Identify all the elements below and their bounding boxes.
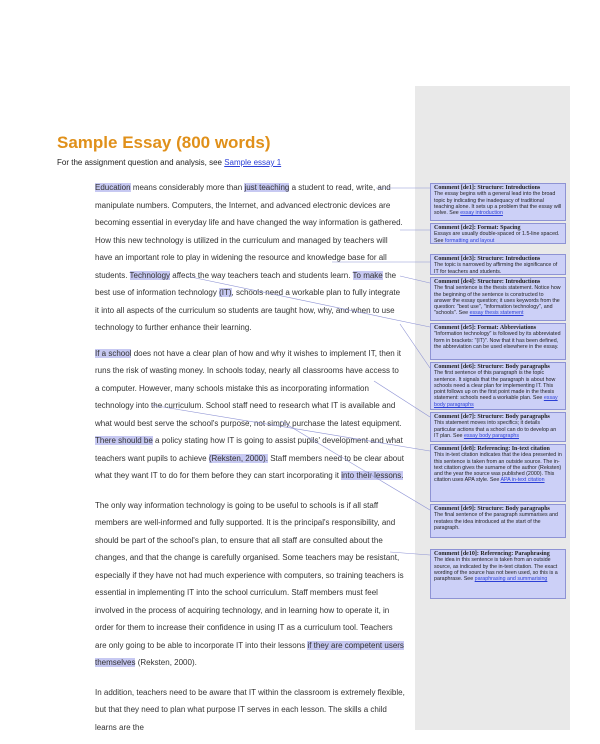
paragraph-2: [95, 345, 405, 485]
comment-link[interactable]: formatting and layout: [444, 237, 495, 244]
paragraph-3: [95, 497, 405, 672]
assignment-note-text: For the assignment question and analysis, see: [57, 158, 225, 167]
comment-heading: Comment [de6]: Structure: Body paragraphs: [434, 364, 550, 370]
essay-body: [95, 179, 405, 744]
highlighted-text[interactable]: If a school: [95, 348, 132, 358]
comment-link[interactable]: essay thesis statement: [469, 310, 524, 317]
paragraph-text: the best use of information technology: [95, 270, 397, 297]
paragraph-4: [95, 684, 405, 737]
comment-heading: Comment [de3]: Structure: Introductions: [434, 256, 541, 262]
comment-heading: Comment [de4]: Structure: Introductions: [434, 279, 541, 285]
paragraph-text: In addition, teachers need to be aware that IT within the classroom is extremely flexible, but that they need to plan what purpose IT serves in each lesson. The skills a child learns are the: [95, 687, 405, 732]
comment-4[interactable]: [430, 277, 566, 321]
paragraph-text: a policy stating how IT is going to assist pupils' development and what teachers want pupils to achieve: [95, 436, 403, 463]
highlighted-text[interactable]: Technology: [129, 270, 171, 280]
comment-text: The first sentence of this paragraph is the topic sentence. It signals that the paragraph is about how schools need a clear plan for implementing IT. This point follows up on the first point made in the thesis statement: schools need a workable plan. See: [434, 370, 556, 402]
paragraph-text: Staff members need to be clear about what they want IT to do for them before they can start incorporating it: [95, 453, 404, 480]
paragraph-text: (Reksten, 2000).: [135, 658, 197, 667]
paragraph-text: The only way information technology is going to be useful to schools is if all staff members are well-informed and fully supported. It is the principal's responsibility, and should be part of the school's plan, to ensure that all staff are consulted about the changes, and that the change is carefully organised. Some teachers may be resistant, especially if they have not had much experience with computers, so training teachers is essential in implementing IT into the school curriculum. Staff members must feel involved in the process of acquiring technology, and in learning how to operate it, in order for them to increase their confidence in using IT as a curriculum tool. Teachers are only going to be able to incorporate IT into their lessons: [95, 500, 404, 650]
comment-text: The essay begins with a general lead into the broad topic by indicating the inadequacy of traditional teaching alone. It sets up a problem that the essay will solve. See: [434, 191, 562, 217]
highlighted-text[interactable]: To make: [352, 270, 383, 280]
comment-text: The final sentence is the thesis statement. Notice how the beginning of the sentence is constructed to answer the essay question; it uses keywords from the question: "best use", "information technology", and "schools". See: [434, 285, 561, 317]
essay-title: Sample Essay (800 words): [57, 133, 271, 152]
comment-7[interactable]: [430, 412, 566, 442]
comment-link[interactable]: essay introduction: [460, 210, 503, 217]
comment-text: The final sentence of the paragraph summarises and restates the idea introduced at the start of the paragraph.: [434, 512, 558, 531]
comment-text: This in-text citation indicates that the idea presented in this sentence is taken from an outside source. The in-text citation gives the surname of the author (Reksten) and the year the source was published (2000). This citation uses APA style. See: [434, 452, 562, 484]
assignment-note: [57, 158, 281, 167]
comment-9[interactable]: [430, 504, 566, 538]
highlighted-text[interactable]: just teaching: [244, 183, 290, 192]
comment-heading: Comment [de2]: Format: Spacing: [434, 225, 521, 231]
comment-link[interactable]: paraphrasing and summarising: [474, 576, 548, 583]
paragraph-text: , schools need a workable plan to fully integrate it into all aspects of the curriculum so students are taught how, why, and when to use technology to further enhance their learning.: [95, 288, 401, 332]
highlighted-text[interactable]: Education: [95, 183, 131, 192]
comment-heading: Comment [de5]: Format: Abbreviations: [434, 325, 537, 331]
comment-heading: Comment [de1]: Structure: Introductions: [434, 185, 541, 191]
comment-text: This statement moves into specifics; it details particular actions that a school can do to develop an IT plan. See: [434, 420, 557, 439]
comment-link[interactable]: APA in-text citation: [500, 477, 545, 484]
highlighted-text[interactable]: There should be: [95, 436, 153, 445]
sample-essay-link[interactable]: Sample essay 1: [224, 158, 282, 167]
comment-1[interactable]: [430, 183, 566, 221]
highlighted-text[interactable]: (Reksten, 2000).: [208, 453, 268, 463]
comment-text: The idea in this sentence is taken from an outside source, as indicated by the in-text citation. The exact wording of the source has not been used, so this is a paraphrase. See: [434, 557, 558, 583]
comment-link[interactable]: essay body paragraphs: [434, 395, 558, 408]
comment-heading: Comment [de8]: Referencing: In-text citation: [434, 446, 550, 452]
paragraph-1: [95, 179, 405, 337]
highlighted-text[interactable]: (IT): [219, 288, 232, 297]
comment-6[interactable]: [430, 362, 566, 410]
comment-2[interactable]: [430, 223, 566, 244]
comment-text: The topic is narrowed by affirming the significance of IT for teachers and students.: [434, 262, 558, 275]
comment-heading: Comment [de7]: Structure: Body paragraphs: [434, 414, 550, 420]
comment-5[interactable]: [430, 323, 566, 360]
comment-heading: Comment [de10]: Referencing: Paraphrasing: [434, 551, 550, 557]
comment-10[interactable]: [430, 549, 566, 599]
paragraph-text: does not have a clear plan of how and why it wishes to implement IT, then it runs the risk of wasting money. In schools today, nearly all classrooms have access to a computer. However, many schools mistake this as incorporating information technology into the curriculum. School staff need to research what IT is available and what would best serve the school's purpose, not simply purchase the latest equipment.: [95, 348, 402, 428]
comment-8[interactable]: [430, 444, 566, 502]
highlighted-text[interactable]: if they are competent users themselves: [95, 640, 404, 667]
comment-text: Essays are usually double-spaced or 1.5-line spaced. See: [434, 231, 560, 244]
paragraph-text: means considerably more than: [130, 183, 245, 192]
highlighted-text[interactable]: into their lessons.: [341, 471, 404, 480]
comment-text: "Information technology" is followed by its abbreviated form in brackets: "(IT)". Now that it has been defined, the abbreviation can be used elsewhere in the essay.: [434, 331, 561, 350]
paragraph-text: affects the way teachers teach and students learn.: [170, 270, 353, 280]
comment-heading: Comment [de9]: Structure: Body paragraphs: [434, 506, 550, 512]
comment-link[interactable]: essay body paragraphs: [463, 432, 520, 439]
comment-3[interactable]: [430, 254, 566, 275]
paragraph-text: a student to read, write, and manipulate numbers. Computers, the Internet, and advanced electronic devices are becoming essential in everyday life and have changed the way information is gathered. How this new technology is utilized in the curriculum and managed by teachers will have an important role to play in widening the resource and knowledge base for all students.: [95, 183, 403, 280]
